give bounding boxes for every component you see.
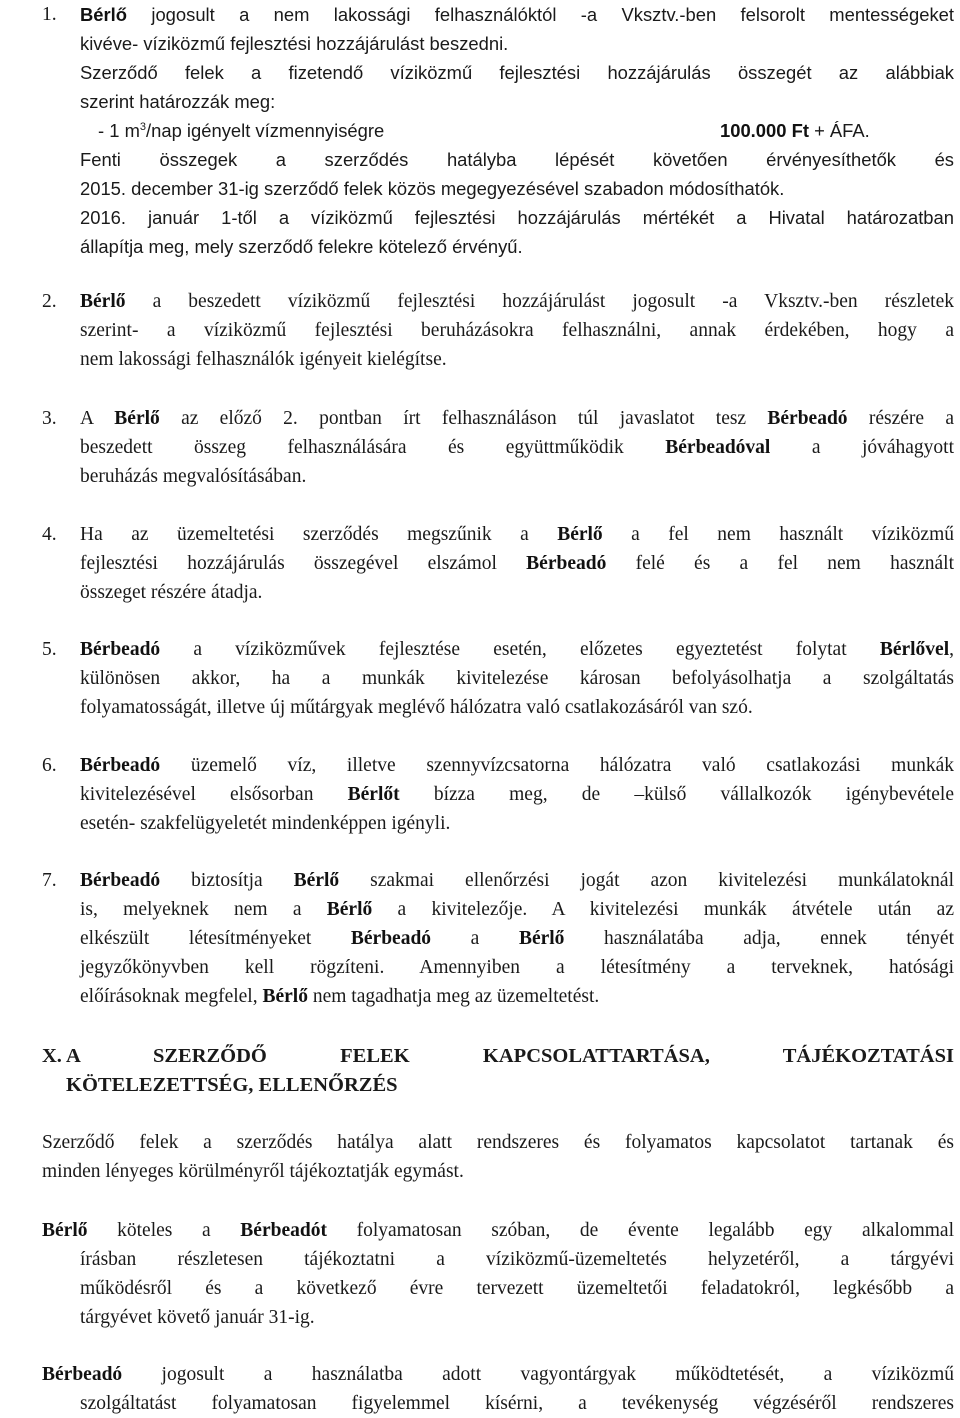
item-4-line-3: összeget részére átadja. <box>80 582 263 603</box>
item-1-text <box>80 0 954 261</box>
item-1-line-4: szerint határozzák meg: <box>80 91 276 112</box>
item-1-line-6: Fenti összegek a szerződés hatályba lépését követően érvényesíthetők és <box>80 149 954 170</box>
item-6-line-3: esetén- szakfelügyeletét mindenképpen igényli. <box>80 813 451 834</box>
item-6-line-1: Bérbeadó üzemelő víz, illetve szennyvízcsatorna hálózatra való csatlakozási munkák <box>80 755 954 776</box>
item-1-line-3: Szerződő felek a fizetendő víziközmű fejlesztési hozzájárulás összegét az alábbiak <box>80 62 954 83</box>
paragraph-2 <box>42 1216 954 1332</box>
section-number: X. <box>42 1045 62 1067</box>
item-5-line-3: folyamatosságát, illetve új műtárgyak meglévő hálózatra való csatlakozásáról van szó. <box>80 697 753 718</box>
item-6-number: 6. <box>42 755 57 776</box>
section-heading <box>42 1042 954 1100</box>
paragraph-2-line-1: Bérlő köteles a Bérbeadót folyamatosan szóban, de évente legalább egy alkalommal <box>42 1220 954 1241</box>
item-1-line-8: 2016. január 1-től a víziközmű fejlesztési hozzájárulás mértékét a Hivatal határozatban <box>80 207 954 228</box>
item-7-line-3: elkészült létesítményeket Bérbeadó a Bérlő használatába adja, ennek tényét <box>80 928 954 949</box>
paragraph-2-line-3: működésről és a következő évre tervezett üzemeltetői feladatokról, legkésőbb a <box>80 1278 954 1299</box>
item-7-line-1: Bérbeadó biztosítja Bérlő szakmai ellenőrzési jogát azon kivitelezési munkálatoknál <box>80 870 954 891</box>
paragraph-2-continuation <box>42 1245 954 1332</box>
item-1-line-9: állapítja meg, mely szerződő felekre kötelező érvényű. <box>80 236 523 257</box>
paragraph-1-line-2: minden lényeges körülményről tájékoztatják egymást. <box>42 1161 464 1182</box>
item-3-line-3: beruházás megvalósításában. <box>80 466 307 487</box>
item-5-line-2: különösen akkor, ha a munkák kivitelezése károsan befolyásolhatja a szolgáltatás <box>80 668 954 689</box>
paragraph-3 <box>42 1360 954 1418</box>
item-2-line-2: szerint- a víziközmű fejlesztési beruházásokra felhasználni, annak érdekében, hogy a <box>80 320 954 341</box>
section-title-line-1: A SZERZŐDŐ FELEK KAPCSOLATTARTÁSA, TÁJÉKOZTATÁSI <box>66 1045 954 1067</box>
paragraph-3-line-2: szolgáltatást folyamatosan figyelemmel kísérni, a tevékenység végzéséről rendszeres <box>80 1393 954 1414</box>
item-1-fee-row <box>80 116 954 145</box>
item-2-line-3: nem lakossági felhasználók igényeit kielégítse. <box>80 349 447 370</box>
section-title <box>66 1042 954 1100</box>
item-4-text <box>80 520 954 607</box>
paragraph-3-continuation <box>42 1389 954 1418</box>
item-7-line-4: jegyzőkönyvben kell rögzíteni. Amennyiben a létesítmény a terveknek, hatósági <box>80 957 954 978</box>
item-1-line-1: Bérlő jogosult a nem lakossági felhasználóktól -a Vksztv.-ben felsorolt mentességeket <box>80 4 954 25</box>
item-7-line-5: előírásoknak megfelel, Bérlő nem tagadhatja meg az üzemeltetést. <box>80 986 600 1007</box>
item-4-line-2: fejlesztési hozzájárulás összegével elszámol Bérbeadó felé és a fel nem használt <box>80 553 954 574</box>
section-title-line-2: KÖTELEZETTSÉG, ELLENŐRZÉS <box>66 1074 398 1096</box>
paragraph-1-line-1: Szerződő felek a szerződés hatálya alatt rendszeres és folyamatos kapcsolatot tartanak és <box>42 1132 954 1153</box>
item-3-line-2: beszedett összeg felhasználására és együttműködik Bérbeadóval a jóváhagyott <box>80 437 955 458</box>
term-berlo: Bérlő <box>80 4 128 25</box>
item-1-line-2: kivéve- víziközmű fejlesztési hozzájárulást beszedni. <box>80 33 509 54</box>
fee-basis: - 1 $m^3$/nap igényelt vízmennyiségre <box>98 120 385 141</box>
item-7-line-2: is, melyeknek nem a Bérlő a kivitelezője. A kivitelezési munkák átvétele után az <box>80 899 954 920</box>
item-2-number: 2. <box>42 291 57 312</box>
item-7-text <box>80 866 954 1011</box>
item-2-text <box>80 287 954 374</box>
paragraph-2-line-4: tárgyévet követő január 31-ig. <box>80 1307 315 1328</box>
fee-amount: 100.000 Ft + ÁFA. <box>720 120 870 141</box>
item-3-number: 3. <box>42 408 57 429</box>
item-3-line-1: A Bérlő az előző 2. pontban írt felhasználáson túl javaslatot tesz Bérbeadó részére a <box>80 408 954 429</box>
item-2-line-1: Bérlő a beszedett víziközmű fejlesztési hozzájárulást jogosult -a Vksztv.-ben részletek <box>80 291 954 312</box>
paragraph-2-line-2: írásban részletesen tájékoztatni a víziközmű-üzemeltetés helyzetéről, a tárgyévi <box>80 1249 954 1270</box>
item-1-number: 1. <box>42 4 57 25</box>
item-6-text <box>80 751 954 838</box>
item-7-number: 7. <box>42 870 57 891</box>
item-5-line-1: Bérbeadó a víziközművek fejlesztése esetén, előzetes egyeztetést folytat Bérlővel, <box>80 639 954 660</box>
item-1-line-7: 2015. december 31-ig szerződő felek közös megegyezésével szabadon módosíthatók. <box>80 178 785 199</box>
item-6-line-2: kivitelezésével elsősorban Bérlőt bízza meg, de –külső vállalkozók igénybevétele <box>80 784 954 805</box>
item-4-number: 4. <box>42 524 57 545</box>
item-5-number: 5. <box>42 639 57 660</box>
paragraph-3-line-1: Bérbeadó jogosult a használatba adott vagyontárgyak működtetését, a víziközmű <box>42 1364 954 1385</box>
item-4-line-1: Ha az üzemeltetési szerződés megszűnik a Bérlő a fel nem használt víziközmű <box>80 524 954 545</box>
item-3-text <box>80 404 954 491</box>
paragraph-1 <box>42 1128 954 1186</box>
item-5-text <box>80 635 954 722</box>
